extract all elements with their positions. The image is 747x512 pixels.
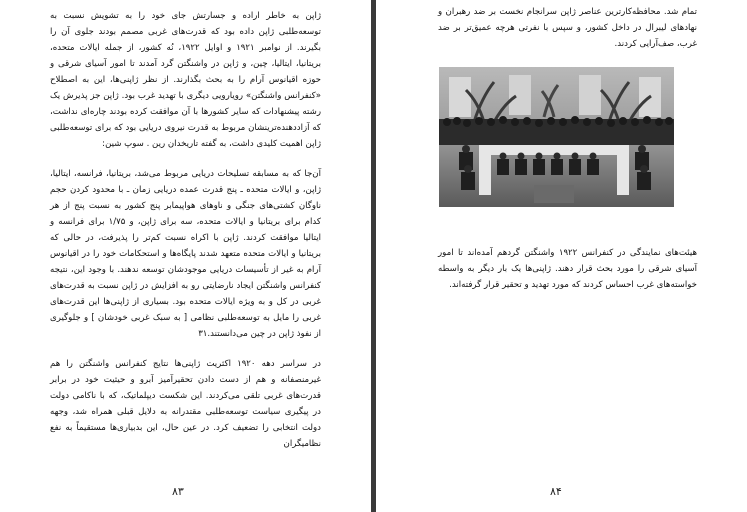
right-top-paragraph: تمام شد. محافظه‌کارترین عناصر ژاپن سرانجام نخست بر ضد رهبران و نهادهای لیبرال در داخل کشور، و سپس با نفرتی هرچه عمیق‌تر بر ضد غرب، صف‌آرایی کردند. (438, 7, 697, 49)
left-page-number: ۸۳ (172, 485, 184, 498)
conference-photo (439, 67, 674, 207)
left-page (0, 0, 371, 512)
left-paragraph-2: آن‌جا که به مسابقه تسلیحات دریایی مربوط می‌شد، بریتانیا، فرانسه، ایتالیا، ژاپن، و ایالات متحده ـ پنج قدرت عمده دریایی زمان ـ با محدود کردن حجم ناوگان کشتی‌های جنگی و ناوهای هواپیمابر پنج کشور به نسبت پنج از هر کدام برای بریتانیا و ایالات متحده، سه برای ژاپن، و ۱/۷۵ برای فرانسه و ایتالیا موافقت کردند. ژاپن با اکراه نسبت کم‌تر را پذیرفت، در حالی که بریتانیا و ایالات متحده متعهد شدند پایگاه‌ها و استحکامات خود را در اقیانوس آرام به غیر از تأسیسات دریایی موجودشان توسعه ندهند. با وجود این، نتیجه کنفرانس واشنگتن ایجاد نارضایتی رو به افزایش در ژاپن نسبت به قدرت‌های غربی در کل و به ویژه ایالات متحده بود. بسیاری از ژاپنی‌ها این قدرت‌های غربی را مایل به توسعه‌طلبی نظامی [ به سبک غربی خودشان ] و جلوگیری از نفوذ ژاپن در چین می‌دانستند.۳۱ (50, 169, 321, 339)
right-page (376, 0, 747, 512)
photo-caption: هیئت‌های نمایندگی در کنفرانس ۱۹۲۲ واشنگتن گردهم آمده‌اند تا امور آسیای شرقی را مورد بحث قرار دهند. ژاپنی‌ها یک بار دیگر به واسطه خواسته‌های غرب احساس کردند که مورد تهدید و تحقیر قرار گرفته‌اند. (438, 248, 697, 290)
left-paragraph-3: در سراسر دهه ۱۹۲۰ اکثریت ژاپنی‌ها نتایج کنفرانس واشنگتن را هم غیرمنصفانه و هم از دست دادن تحقیرآمیز آبرو و حیثیت خود در برابر قدرت‌های غربی تلقی می‌کردند. این شکست دیپلماتیک، که با ناکامی دولت در پیگیری سیاست توسعه‌طلبی مقتدرانه به دلایل قبلی همراه شد، وجهه دولت انتخابی را تضعیف کرد. در عین حال، این بدبیاری‌ها مستقیماً به نفع نظامیگران (50, 359, 321, 449)
left-page-body (50, 8, 321, 458)
right-page-number: ۸۴ (550, 485, 562, 498)
left-paragraph-1: ژاپن به خاطر اراده و جسارتش جای خود را به تشویش نسبت به توسعه‌طلبی ژاپن داده بود که قدرت‌های غربی مصمم بودند جلوی آن را بگیرند. از نوامبر ۱۹۲۱ و اوایل ۱۹۲۲، نُه کشور، از جمله ایالات متحده، بریتانیا، ایتالیا، چین، و ژاپن در واشنگتن گرد آمدند تا امور آسیای شرقی و حوزه اقیانوس آرام را به بحث بگذارند. از نظر ژاپنی‌ها، این به اصطلاح «کنفرانس واشنگتن» رویارویی دیگری با تهدید غرب بود. ژاپن جز پذیرش یک رشته پیشنهادات که سایر کشورها با آن موافقت کرده بودند چاره‌ای نداشت، که آزاددهنده‌ترینشان مربوط به قدرت نیروی دریایی بود که برای توسعه‌طلبی ژاپن اهمیت کلیدی داشت، به گفته تاریخدان رین . سوپ شین: (50, 11, 322, 149)
